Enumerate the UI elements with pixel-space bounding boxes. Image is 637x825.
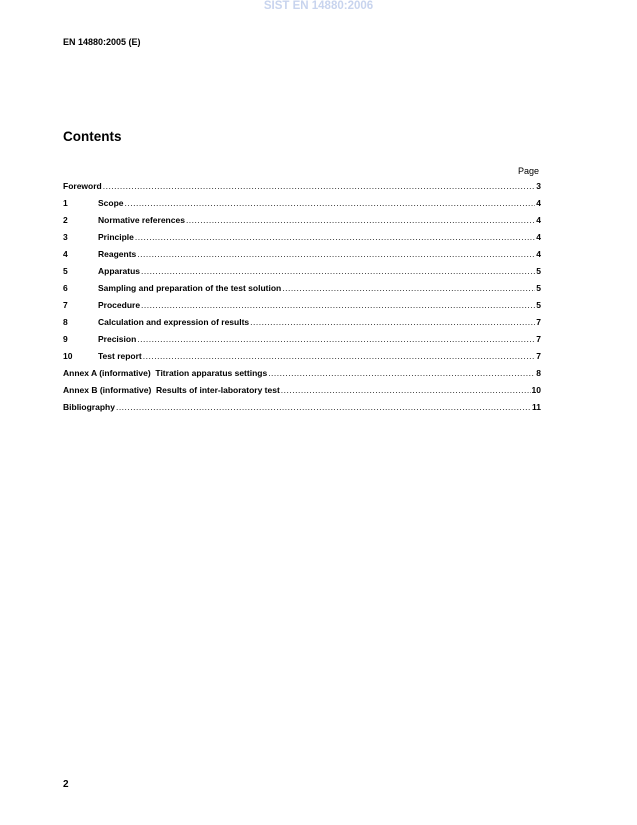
toc-entry-apparatus[interactable] [63,266,541,283]
toc-entry-page: 7 [536,351,541,361]
toc-entry-calculation[interactable] [63,317,541,334]
table-of-contents [63,181,541,419]
dot-leader [116,402,531,412]
toc-entry-normative-references[interactable] [63,215,541,232]
toc-entry-page: 4 [536,198,541,208]
toc-entry-page: 4 [536,249,541,259]
dot-leader [141,300,535,310]
toc-entry-page: 8 [536,368,541,378]
dot-leader [141,266,535,276]
toc-entry-number: 5 [63,266,68,276]
toc-entry-page: 5 [536,300,541,310]
toc-entry-page: 5 [536,283,541,293]
toc-entry-page: 4 [536,215,541,225]
watermark: SIST EN 14880:2006 [263,0,374,12]
toc-entry-principle[interactable] [63,232,541,249]
toc-entry-title: Test report [98,351,142,361]
dot-leader [143,351,535,361]
toc-entry-annex-a[interactable] [63,368,541,385]
toc-entry-sampling[interactable] [63,283,541,300]
dot-leader [186,215,535,225]
toc-entry-title: Sampling and preparation of the test solution [98,283,282,293]
toc-entry-title: Bibliography [63,402,115,412]
toc-entry-number: 9 [63,334,68,344]
toc-entry-number: 10 [63,351,73,361]
dot-leader [281,385,531,395]
toc-entry-title: Reagents [98,249,137,259]
toc-entry-page: 4 [536,232,541,242]
dot-leader [137,249,535,259]
toc-entry-number: 6 [63,283,68,293]
dot-leader [268,368,535,378]
toc-entry-title: Apparatus [98,266,141,276]
toc-entry-number: 7 [63,300,68,310]
dot-leader [250,317,535,327]
toc-entry-precision[interactable] [63,334,541,351]
toc-entry-number: 4 [63,249,68,259]
toc-entry-title: Annex B (informative) Results of inter-laboratory test [63,385,280,395]
toc-entry-page: 7 [536,334,541,344]
toc-entry-annex-b[interactable] [63,385,541,402]
toc-entry-page: 10 [531,385,541,395]
toc-entry-title: Principle [98,232,134,242]
toc-entry-title: Annex A (informative) Titration apparatus settings [63,368,268,378]
page-column-label: Page [517,166,539,176]
toc-entry-number: 1 [63,198,68,208]
toc-entry-title: Procedure [98,300,141,310]
toc-entry-title: Precision [98,334,137,344]
dot-leader [125,198,536,208]
dot-leader [137,334,535,344]
toc-entry-number: 8 [63,317,68,327]
toc-entry-number: 2 [63,215,68,225]
toc-entry-reagents[interactable] [63,249,541,266]
toc-entry-title: Foreword [63,181,102,191]
toc-entry-page: 3 [536,181,541,191]
page-title: Contents [63,129,122,144]
document-id: EN 14880:2005 (E) [63,37,141,47]
dot-leader [282,283,535,293]
page-number: 2 [63,779,69,790]
toc-entry-page: 11 [532,402,541,412]
toc-entry-number: 3 [63,232,68,242]
toc-entry-page: 5 [536,266,541,276]
toc-entry-procedure[interactable] [63,300,541,317]
dot-leader [135,232,535,242]
dot-leader [103,181,536,191]
toc-entry-bibliography[interactable] [63,402,541,419]
toc-entry-title: Scope [98,198,124,208]
toc-entry-test-report[interactable] [63,351,541,368]
toc-entry-title: Calculation and expression of results [98,317,250,327]
toc-entry-foreword[interactable] [63,181,541,198]
toc-entry-scope[interactable] [63,198,541,215]
toc-entry-title: Normative references [98,215,185,225]
toc-entry-page: 7 [536,317,541,327]
